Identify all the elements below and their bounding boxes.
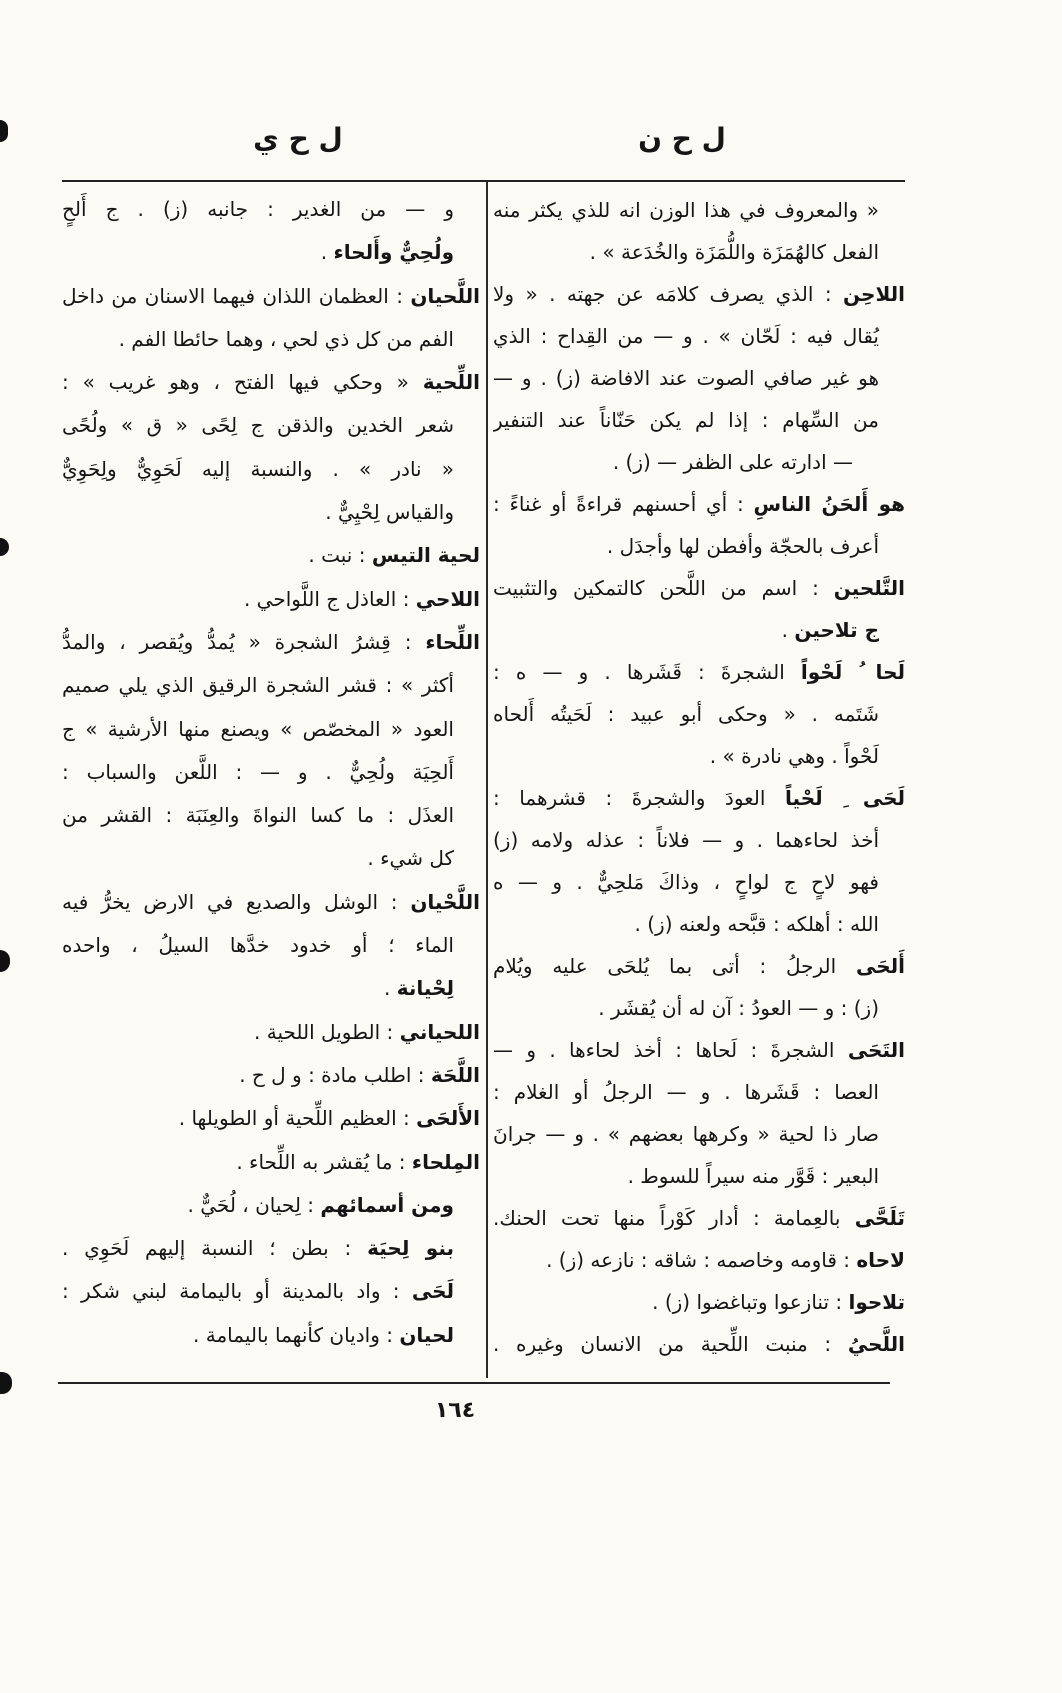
entry-text: : واديان كأنهما باليمامة . [193, 1322, 393, 1347]
entry-line [62, 1314, 480, 1357]
header-rule [62, 180, 905, 182]
entry-line [62, 1270, 480, 1313]
entry-text: أكثر » : قشر الشجرة الرقيق الذي يلي صميم [62, 673, 454, 698]
entry-text: : نبت . [308, 543, 366, 568]
footer-rule [58, 1382, 890, 1384]
entry-text: : العاذل ج اللَّواحي . [243, 586, 410, 611]
entry-text: يُقال فيه : لَحّان » . و — من القِداح : الذي [493, 324, 879, 348]
entry-line [62, 751, 480, 794]
entry-line [493, 861, 905, 903]
entry-line [62, 231, 480, 274]
entry-text: (ز) : و — العودُ : آن له أن يُقشَر . [598, 996, 879, 1020]
binding-mark [0, 950, 10, 972]
entry-line [493, 1071, 905, 1113]
entry-line [62, 1097, 480, 1140]
entry-text: الشجرةَ : لَحاها : أخذ لحاءها . و — [493, 1038, 835, 1062]
headword: تَلَحَّى [854, 1206, 905, 1230]
headword: اللِّحاء [425, 629, 480, 654]
root-heading-right: ل ح ن [638, 122, 726, 155]
entry-line [62, 275, 480, 318]
entry-text: . [384, 976, 391, 1001]
headword: تلاحوا [848, 1290, 905, 1314]
entry-text: . [781, 618, 788, 642]
binding-mark [0, 1372, 12, 1394]
entry-text: العذَل : ما كسا النواةَ والعِنَبَة : القشر من [62, 803, 454, 828]
entry-line [62, 708, 480, 751]
binding-mark [0, 538, 9, 556]
headword: لاحاه [856, 1248, 905, 1272]
entry-line [493, 777, 905, 819]
entry-line [62, 837, 480, 880]
entry-line [493, 1197, 905, 1239]
page-number: ١٦٤ [434, 1398, 476, 1423]
entry-text: : العظيم اللِّحية أو الطويلها . [178, 1106, 410, 1131]
binding-mark [0, 120, 8, 142]
headword: لَحَى [411, 1279, 454, 1304]
entry-text: أخذ لحاءهما . و — فلاناً : عذله ولامه (ز) [493, 828, 879, 852]
entry-line [493, 945, 905, 987]
entry-line [62, 967, 480, 1010]
entry-text: كل شيء . [367, 846, 454, 871]
entry-line [62, 924, 480, 967]
headword: الأَلحَى [416, 1106, 480, 1131]
headword: اللحياني [399, 1019, 480, 1044]
entry-text: هو غير صافي الصوت عند الافاضة (ز) . و — [493, 366, 879, 390]
entry-text: : الوشل والصديع في الارض يخرُّ فيه [62, 889, 398, 914]
entry-text: بالعِمامة : أدار كَوْراً منها تحت الحنك. [493, 1206, 841, 1230]
entry-text: أَلحِيَة ولُحِيٌّ . و — : اللَّعن والسباب : [62, 759, 454, 784]
entry-line [493, 651, 905, 693]
headword: ج تلاحين [794, 618, 879, 642]
entry-text: : منبت اللِّحية من الانسان وغيره . [493, 1332, 832, 1356]
entry-text: الفعل كالهُمَزَة واللُّمَزَة والخُدَعة » . [589, 240, 879, 264]
entry-line [62, 448, 480, 491]
headword: لحية التيس [371, 543, 480, 568]
entry-line [493, 483, 905, 525]
headword: اللَّحَة [430, 1062, 480, 1087]
entry-line [62, 1141, 480, 1184]
left-column [62, 188, 480, 1357]
entry-text: . [320, 240, 328, 265]
entry-text: الرجلُ : أتى بما يُلحَى عليه ويُلام [493, 954, 837, 978]
entry-line [493, 399, 905, 441]
entry-line [493, 735, 905, 777]
entry-text: شَتَمه . « وحكى أبو عبيد : لَحَيتُه أَلحاه [493, 702, 879, 726]
entry-line [493, 273, 905, 315]
headword: اللاحي [415, 586, 480, 611]
entry-line [62, 794, 480, 837]
entry-text: والقياس لِحْيِيٌّ . [325, 500, 454, 525]
entry-line [493, 1113, 905, 1155]
headword: أَلحَى [856, 954, 905, 978]
entry-line [62, 361, 480, 404]
entry-text: و — من الغدير : جانبه (ز) . ج أَلحٍ [62, 197, 454, 221]
entry-line [62, 881, 480, 924]
entry-text: العودَ والشجرةَ : قشرهما : [493, 786, 766, 810]
entry-line [62, 318, 480, 361]
headword: ولُحِيٌّ وأَلحاء [333, 240, 454, 265]
headword: اللَّحيُ [847, 1332, 905, 1356]
entry-text: شعر الخدين والذقن ج لِحًى « ق » ولُحًى [62, 413, 454, 438]
entry-text: : العظمان اللذان فيهما الاسنان من داخل [62, 283, 403, 308]
entry-line [62, 188, 480, 231]
headword: هو أَلحَنُ الناسِ [753, 492, 905, 516]
entry-text: : تنازعوا وتباغضوا (ز) . [652, 1290, 843, 1314]
entry-text: : أي أحسنهم قراءةً أو غناءً : [493, 492, 744, 516]
entry-text: : بطن ؛ النسبة إليهم لَحَوِي . [62, 1236, 352, 1261]
entry-text: — ادارته على الظفر — (ز) . [612, 450, 853, 474]
entry-line [493, 567, 905, 609]
entry-line [493, 231, 905, 273]
headword: التَّلحين [833, 576, 905, 600]
entry-text: : واد بالمدينة أو باليمامة لبني شكر : [62, 1279, 400, 1304]
entry-text: البعير : قَوَّر منه سيراً للسوط . [627, 1164, 879, 1188]
entry-line [493, 987, 905, 1029]
headword: التَحَى [847, 1038, 905, 1062]
column-divider [486, 182, 488, 1378]
entry-line [62, 578, 480, 621]
right-column [493, 189, 905, 1365]
entry-line [62, 1227, 480, 1270]
headword: بنو لِحيَة [367, 1236, 454, 1261]
headword: ومن أسمائهم [320, 1192, 454, 1217]
entry-line [493, 1029, 905, 1071]
entry-text: من السِّهام : إذا لم يكن حَنّاناً عند التنفير [493, 408, 879, 432]
entry-text: لَحْواً . وهي نادرة » . [709, 744, 879, 768]
entry-text: فهو لاحٍ ج لواحٍ ، وذاكَ مَلحِيٌّ . و — ه [493, 870, 879, 894]
entry-text: : الطويل اللحية . [254, 1019, 394, 1044]
entry-line [493, 189, 905, 231]
entry-line [493, 819, 905, 861]
entry-line [62, 404, 480, 447]
entry-line [62, 1054, 480, 1097]
entry-line [493, 1323, 905, 1365]
entry-text: « والمعروف في هذا الوزن انه للذي يكثر منه [493, 198, 879, 222]
headword: لحيان [399, 1322, 454, 1347]
headword: اللَّحيان [410, 283, 480, 308]
entry-text: الشجرةَ : قَشَرها . و — ه : [493, 660, 785, 684]
entry-text: أعرف بالحجّة وأفطن لها وأجدَل . [606, 534, 879, 558]
entry-text: « وحكي فيها الفتح ، وهو غريب » : [62, 370, 409, 395]
entry-text: الفم من كل ذي لحي ، وهما حائطا الفم . [118, 326, 454, 351]
entry-line [493, 693, 905, 735]
entry-line [62, 664, 480, 707]
entry-line [493, 525, 905, 567]
entry-line [493, 315, 905, 357]
entry-line [62, 1011, 480, 1054]
entry-line [62, 534, 480, 577]
headword: المِلحاء [411, 1149, 480, 1174]
entry-line [493, 1281, 905, 1323]
headword: لَحا ُ لَحْواً [800, 660, 905, 684]
entry-text: : لِحيان ، لُحَيٌّ . [187, 1192, 315, 1217]
entry-text: العود « المخصّص » ويصنع منها الأرشية » ج [62, 716, 454, 741]
entry-text: : الذي يصرف كلامَه عن جهته . « ولا [493, 282, 832, 306]
entry-text: الله : أهلكه : قبَّحه ولعنه (ز) . [634, 912, 879, 936]
entry-text: : اسم من اللَّحن كالتمكين والتثبيت [493, 576, 819, 600]
entry-text: صار ذا لحية « وكرهها بعضهم » . و — جرانَ [493, 1122, 879, 1146]
entry-line [493, 441, 905, 483]
entry-text: : قاومه وخاصمه : شاقه : نازعه (ز) . [546, 1248, 851, 1272]
headword: اللِّحية [422, 370, 480, 395]
entry-line [493, 903, 905, 945]
headword: لِحْيانة [396, 976, 454, 1001]
headword: لَحَى ِ لَحْياً [785, 786, 905, 810]
headword: اللاحِن [843, 282, 905, 306]
entry-text: : ما يُقشر به اللِّحاء . [236, 1149, 406, 1174]
headword: اللَّحْيان [410, 889, 480, 914]
entry-text: : اطلب مادة : و ل ح . [239, 1062, 425, 1087]
entry-line [62, 1184, 480, 1227]
entry-text: العصا : قَشَرها . و — الرجلُ أو الغلام : [493, 1080, 879, 1104]
entry-line [493, 1239, 905, 1281]
root-heading-left: ل ح ي [253, 122, 343, 155]
entry-line [62, 491, 480, 534]
entry-line [493, 357, 905, 399]
entry-text: الماء ؛ أو خدود خدَّها السيلُ ، واحده [62, 933, 454, 958]
entry-line [62, 621, 480, 664]
entry-text: : قِشرُ الشجرة « يُمدُّ ويُقصر ، والمدُّ [62, 629, 412, 654]
entry-text: « نادر » . والنسبة إليه لَحَوِيٌّ ولِحَوِيٌّ [62, 456, 454, 481]
entry-line [493, 1155, 905, 1197]
entry-line [493, 609, 905, 651]
